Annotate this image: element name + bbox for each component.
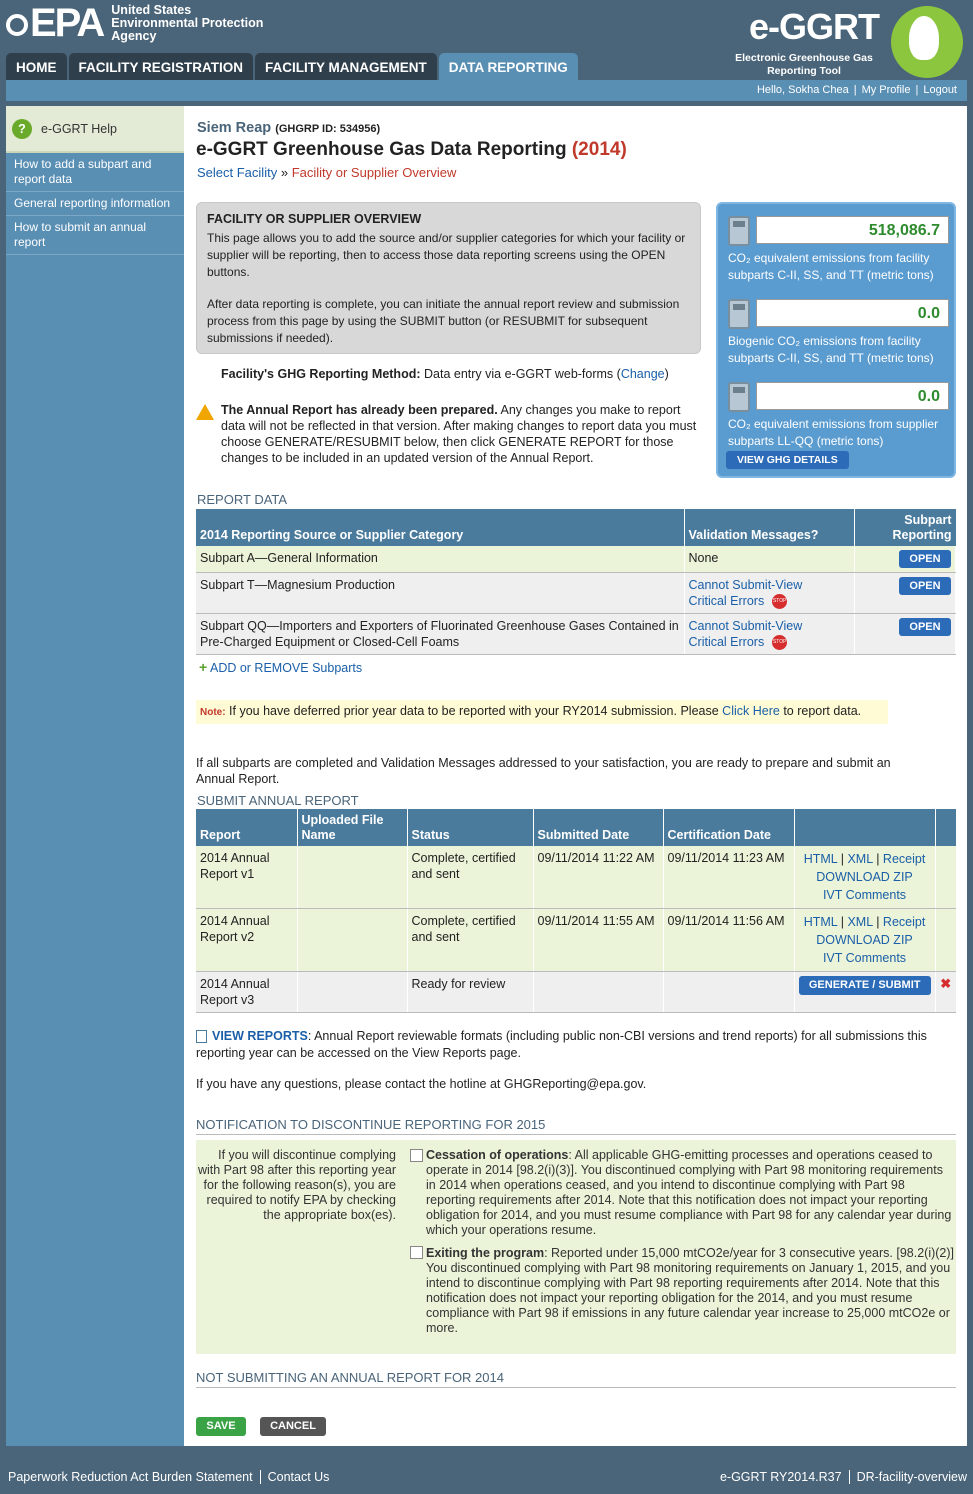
overview-box [196, 202, 701, 354]
app-version: e-GGRT RY2014.R37 [719, 1470, 842, 1484]
certification-date: 09/11/2014 11:23 AM [663, 846, 794, 909]
eggrt-logo[interactable] [737, 4, 963, 76]
uploaded-file [297, 972, 407, 1013]
epa-flower-icon [6, 14, 28, 36]
download-zip-link[interactable]: DOWNLOAD ZIP [816, 870, 913, 884]
download-zip-link[interactable]: DOWNLOAD ZIP [816, 933, 913, 947]
cessation-text: : All applicable GHG-emitting processes and operations ceased to operate in 2014 [98.2(i)(3)]. You discontinued complying with Part 98 monitoring requirements in 2014 when operations ceased, and you intend to discontinue complying with Part 98 reporting requirements after 2014. Note that this notification does not impact your reporting obligation for 2014, and you must resume compliance with Part 98 for any calendar year during which your operations resume. [426, 1148, 952, 1237]
receipt-link[interactable]: Receipt [882, 915, 926, 929]
view-reports-text: : Annual Report reviewable formats (including public non-CBI versions and trend reports) for all submissions this reporting year can be accessed on the View Reports page. [196, 1029, 927, 1060]
submit-annual-report-heading: SUBMIT ANNUAL REPORT [197, 793, 359, 808]
submitted-date: 09/11/2014 11:22 AM [533, 846, 663, 909]
table-row: 2014 Annual Report v1 Complete, certified and sent 09/11/2014 11:22 AM 09/11/2014 11:23 AM HTML | XML | Receipt DOWNLOAD ZIP IVT Comments [196, 846, 956, 909]
submitted-date [533, 972, 663, 1013]
main-content [184, 106, 967, 1446]
stop-icon: STOP [772, 635, 787, 650]
epa-mark-text: EPA [30, 1, 104, 45]
calculator-icon [728, 299, 750, 329]
help-header [6, 106, 184, 153]
discontinue-heading: NOTIFICATION TO DISCONTINUE REPORTING FOR 2015 [196, 1117, 956, 1135]
form-buttons [196, 1417, 326, 1436]
ivt-comments-link[interactable]: IVT Comments [822, 888, 907, 902]
ready-to-submit-text: If all subparts are completed and Validation Messages addressed to your satisfaction, you are ready to prepare and submit an Annual Report. [196, 756, 891, 786]
open-subpart-a-button[interactable]: OPEN [899, 550, 951, 568]
col-actions [794, 809, 935, 846]
epa-agency-text [111, 4, 263, 43]
discontinue-instructions: If you will discontinue complying with Part 98 after this reporting year for the following reason(s), you are required to notify EPA by checking the appropriate box(es). [197, 1148, 396, 1222]
col-submitted-date: Submitted Date [533, 809, 663, 846]
not-submitting-heading: NOT SUBMITTING AN ANNUAL REPORT FOR 2014 [196, 1370, 956, 1388]
calculator-icon [728, 216, 750, 246]
page-title [196, 139, 627, 161]
emission-co2e-facility [726, 212, 946, 295]
col-report: Report [196, 809, 297, 846]
breadcrumb-select-facility[interactable]: Select Facility [197, 165, 278, 180]
footer [0, 1446, 973, 1494]
add-remove-subparts-link[interactable]: ADD or REMOVE Subparts [209, 661, 363, 675]
receipt-link[interactable]: Receipt [882, 852, 926, 866]
certification-date: 09/11/2014 11:56 AM [663, 909, 794, 972]
xml-link[interactable]: XML [847, 915, 873, 929]
col-subpart-reporting: Subpart Reporting [854, 509, 956, 546]
footer-links [8, 1470, 329, 1484]
emission-label: CO₂ equivalent emissions from facility subparts C-II, SS, and TT (metric tons) [728, 251, 934, 282]
sidebar-item-submit-report[interactable]: How to submit an annual report [6, 216, 184, 255]
facility-name [197, 120, 380, 136]
exiting-title: Exiting the program [426, 1246, 545, 1260]
ivt-comments-link[interactable]: IVT Comments [822, 951, 907, 965]
report-status: Complete, certified and sent [407, 846, 533, 909]
reporting-method-value: Data entry via e-GGRT web-forms ( [424, 367, 621, 381]
table-row [196, 546, 956, 573]
tab-data-reporting[interactable]: DATA REPORTING [439, 53, 578, 80]
tab-facility-registration[interactable]: FACILITY REGISTRATION [69, 53, 254, 80]
eggrt-subtitle [729, 52, 879, 78]
epa-line-3: Agency [111, 28, 157, 43]
col-validation: Validation Messages? [684, 509, 854, 546]
reporting-method-close: ) [664, 367, 669, 381]
validation-message: None [684, 546, 854, 573]
reporting-method [221, 367, 669, 381]
egret-logo-icon [891, 6, 963, 78]
col-certification-date: Certification Date [663, 809, 794, 846]
emission-biogenic-co2 [726, 295, 946, 378]
change-method-link[interactable]: Change [620, 367, 665, 381]
emissions-panel [716, 202, 956, 478]
contact-us-link[interactable]: Contact Us [267, 1470, 330, 1484]
warning-text: Any changes you make to report data will not be reflected in that version. After making changes to report data you must choose GENERATE/RESUBMIT below, then click GENERATE REPORT for those changes to be included in an updated version of the Annual Report. [221, 403, 697, 465]
contact-hotline-text: If you have any questions, please contact the hotline at GHGReporting@epa.gov. [196, 1077, 647, 1091]
breadcrumb-separator: » [280, 165, 289, 180]
table-row [196, 972, 956, 1013]
exiting-text: : Reported under 15,000 mtCO2e/year for 3 consecutive years. [98.2(i)(2)] You discontinued complying with Part 98 monitoring requirements on January 1, 2015, and you intend to discontinue complying with Part 98 reporting requirements after 2014. Note that this notification does not impact your reporting obligation for the 2014, and you must resume compliance with Part 98 if emissions in any future calendar year increase to 25,000 mtCO2e or more. [426, 1246, 955, 1335]
emission-value: 0.0 [756, 382, 949, 410]
overview-paragraph-1: This page allows you to add the source and/or supplier categories for which your facility or supplier will be reporting, then to access those data reporting screens using the OPEN buttons. [207, 231, 686, 279]
footer-info [720, 1470, 967, 1484]
breadcrumb-current: Facility or Supplier Overview [291, 165, 457, 180]
col-status: Status [407, 809, 533, 846]
open-subpart-qq-button[interactable]: OPEN [899, 618, 951, 636]
open-subpart-t-button[interactable]: OPEN [899, 577, 951, 595]
main-nav-tabs [6, 53, 578, 80]
eggrt-subtitle-2: Reporting Tool [767, 65, 841, 77]
report-name: 2014 Annual Report v1 [196, 846, 297, 909]
report-status: Ready for review [407, 972, 533, 1013]
cannot-submit-link[interactable]: Cannot Submit-View [688, 619, 803, 634]
delete-icon[interactable]: ✖ [940, 976, 952, 991]
view-reports [196, 1028, 958, 1062]
my-profile-link[interactable]: My Profile [861, 84, 911, 96]
tab-facility-management[interactable]: FACILITY MANAGEMENT [255, 53, 437, 80]
emission-co2e-supplier [726, 378, 946, 461]
certification-date [663, 972, 794, 1013]
report-data-heading: REPORT DATA [197, 492, 288, 507]
plus-icon: + [199, 659, 208, 675]
epa-line-2: Environmental Protection [111, 15, 264, 30]
help-title: e-GGRT Help [41, 121, 117, 136]
discontinue-section [196, 1140, 956, 1354]
breadcrumb [197, 165, 456, 180]
col-category: 2014 Reporting Source or Supplier Category [196, 509, 684, 546]
note-text: If you have deferred prior year data to be reported with your RY2014 submission. Please [229, 704, 719, 718]
table-row [196, 573, 956, 614]
user-bar: Hello, Sokha Chea | My Profile | Logout [6, 80, 967, 101]
tab-home[interactable]: HOME [6, 53, 67, 80]
report-status: Complete, certified and sent [407, 909, 533, 972]
cessation-title: Cessation of operations [426, 1148, 569, 1162]
warning-icon [196, 404, 214, 420]
cessation-option [426, 1148, 956, 1238]
epa-logo[interactable] [6, 3, 263, 43]
submit-report-table [196, 809, 956, 1013]
epa-mark [6, 3, 103, 43]
exiting-checkbox[interactable] [410, 1246, 423, 1259]
emission-value: 0.0 [756, 299, 949, 327]
html-link[interactable]: HTML [803, 852, 838, 866]
critical-errors-link[interactable]: Critical Errors [688, 594, 765, 608]
warning-bold: The Annual Report has already been prepared. [221, 403, 498, 417]
emission-label: CO₂ equivalent emissions from supplier subparts LL-QQ (metric tons) [728, 417, 939, 448]
report-name: 2014 Annual Report v3 [196, 972, 297, 1013]
help-icon: ? [12, 119, 32, 139]
overview-paragraph-2: After data reporting is complete, you can initiate the annual report review and submission process from this page by using the SUBMIT button (or RESUBMIT for subsequent submissions if needed). [207, 297, 680, 345]
deferred-data-note [196, 700, 888, 724]
page-title-year: (2014) [571, 139, 627, 160]
submitted-date: 09/11/2014 11:55 AM [533, 909, 663, 972]
document-icon [196, 1030, 207, 1043]
view-ghg-details-button[interactable]: VIEW GHG DETAILS [726, 451, 849, 469]
report-data-table [196, 509, 956, 655]
sidebar [6, 106, 184, 1446]
save-button[interactable]: SAVE [196, 1417, 246, 1436]
generate-submit-button[interactable]: GENERATE / SUBMIT [799, 976, 931, 995]
table-row [196, 614, 956, 655]
stop-icon: STOP [772, 594, 787, 609]
cannot-submit-link[interactable]: Cannot Submit-View [688, 578, 803, 592]
user-greeting: Hello, Sokha Chea [756, 84, 849, 96]
xml-link[interactable]: XML [847, 852, 873, 866]
calculator-icon [728, 382, 750, 412]
uploaded-file [297, 846, 407, 909]
note-tail: to report data. [783, 704, 862, 718]
facility-name-text: Siem Reap [197, 120, 272, 136]
add-remove-subparts[interactable] [199, 659, 362, 675]
eggrt-subtitle-1: Electronic Greenhouse Gas [735, 52, 873, 64]
subpart-name: Subpart QQ—Importers and Exporters of Fluorinated Greenhouse Gases Contained in Pre-Charged Equipment or Closed-Cell Foams [196, 614, 684, 655]
cancel-button[interactable]: CANCEL [260, 1417, 326, 1436]
reporting-method-label: Facility's GHG Reporting Method: [221, 367, 421, 381]
eggrt-title: e-GGRT [748, 6, 879, 47]
subpart-name: Subpart A—General Information [196, 546, 684, 573]
exiting-option [426, 1246, 956, 1336]
overview-heading: FACILITY OR SUPPLIER OVERVIEW [207, 212, 422, 226]
logout-link[interactable]: Logout [923, 84, 957, 96]
note-label: Note: [200, 707, 226, 718]
ghgrp-id: (GHGRP ID: 534956) [275, 123, 381, 135]
emission-label: Biogenic CO₂ emissions from facility subparts C-II, SS, and TT (metric tons) [728, 334, 934, 365]
page-title-text: e-GGRT Greenhouse Gas Data Reporting [196, 139, 567, 160]
emission-value: 518,086.7 [756, 216, 949, 244]
sidebar-item-general-info[interactable]: General reporting information [6, 192, 184, 216]
click-here-link[interactable]: Click Here [722, 704, 780, 718]
table-row: 2014 Annual Report v2 Complete, certified and sent 09/11/2014 11:55 AM 09/11/2014 11:56 AM HTML | XML | Receipt DOWNLOAD ZIP IVT Comments [196, 909, 956, 972]
header [0, 0, 973, 80]
html-link[interactable]: HTML [803, 915, 838, 929]
paperwork-link[interactable]: Paperwork Reduction Act Burden Statement [8, 1470, 253, 1484]
col-delete [935, 809, 956, 846]
annual-report-warning [196, 402, 706, 466]
uploaded-file [297, 909, 407, 972]
epa-line-1: United States [111, 2, 192, 17]
view-reports-link[interactable]: VIEW REPORTS [212, 1029, 308, 1043]
subpart-name: Subpart T—Magnesium Production [196, 573, 684, 614]
cessation-checkbox[interactable] [410, 1149, 423, 1162]
sidebar-item-add-subpart[interactable]: How to add a subpart and report data [6, 153, 184, 192]
critical-errors-link[interactable]: Critical Errors [688, 635, 765, 650]
col-uploaded-file: Uploaded File Name [297, 809, 407, 846]
report-name: 2014 Annual Report v2 [196, 909, 297, 972]
page-id: DR-facility-overview [856, 1470, 967, 1484]
